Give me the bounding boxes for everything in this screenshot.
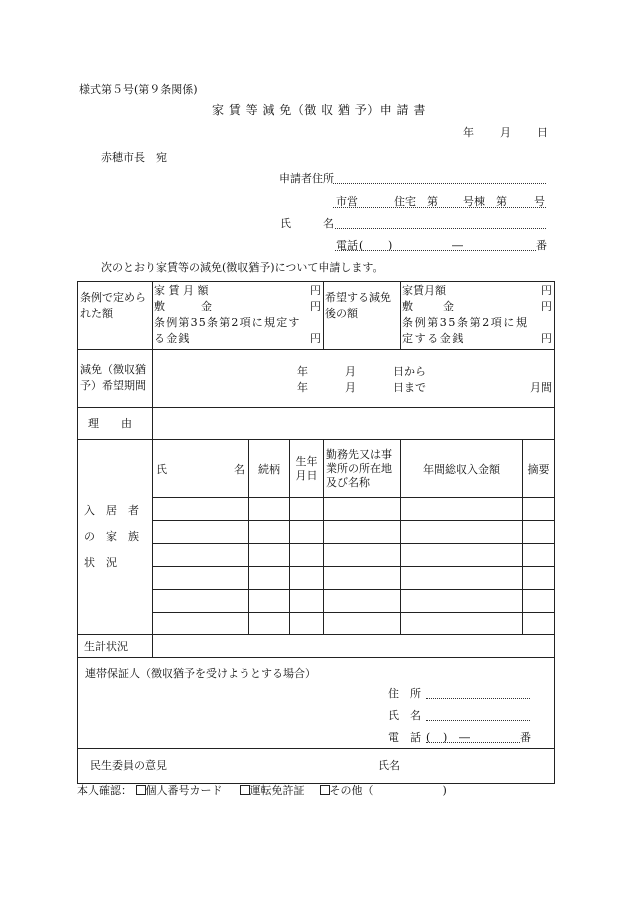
header-name-cell: [153, 440, 249, 498]
id-option-license: 運転免許証: [249, 784, 305, 797]
desired-clause-yen: 円: [541, 332, 552, 345]
phone-open: (: [359, 239, 364, 252]
household-workplace-field[interactable]: [324, 544, 401, 567]
household-birth-field[interactable]: [290, 521, 324, 544]
household-remarks-field[interactable]: [523, 498, 555, 521]
checkbox-my-number[interactable]: [136, 785, 146, 795]
desired-amount-cell[interactable]: [401, 282, 555, 350]
household-income-field[interactable]: [401, 498, 523, 521]
guarantor-name-label: 氏 名: [388, 709, 421, 722]
current-amount-cell[interactable]: [153, 282, 324, 350]
household-income-field[interactable]: [401, 590, 523, 613]
household-label-line-1: 入 居 者: [84, 504, 139, 517]
desired-deposit-label-1: 敷: [402, 300, 413, 313]
period-from-day: 日から: [393, 365, 426, 378]
form-number: 様式第５号(第９条関係): [79, 83, 198, 96]
household-income-field[interactable]: [401, 521, 523, 544]
household-birth-field[interactable]: [290, 498, 324, 521]
current-rent-yen: 円: [310, 284, 321, 297]
guarantor-phone-open: (: [426, 731, 431, 744]
period-cell[interactable]: [153, 350, 555, 408]
reason-label-cell: [78, 408, 153, 440]
household-relation-field[interactable]: [249, 498, 290, 521]
application-table: [77, 281, 555, 784]
guarantor-phone-label: 電 話: [388, 731, 421, 744]
guarantor-phone-suffix: 番: [520, 731, 531, 744]
intro-text: 次のとおり家賃等の減免(徴収猶予)について申請します。: [101, 261, 384, 274]
period-label: 減免（徴収猶予）希望期間: [80, 363, 146, 392]
household-name-field[interactable]: [153, 613, 249, 635]
desired-rent-yen: 円: [541, 284, 552, 297]
household-income-field[interactable]: [401, 567, 523, 590]
current-clause-yen: 円: [310, 332, 321, 345]
date-year[interactable]: 年: [463, 126, 474, 139]
household-relation-field[interactable]: [249, 613, 290, 635]
household-remarks-field[interactable]: [523, 613, 555, 635]
id-option-other: その他（: [329, 784, 374, 797]
id-option-my-number: 個人番号カード: [145, 784, 223, 797]
household-relation-field[interactable]: [249, 521, 290, 544]
household-birth-field[interactable]: [290, 544, 324, 567]
housing-field[interactable]: [333, 207, 546, 208]
household-birth-field[interactable]: [290, 567, 324, 590]
period-label-cell: [78, 350, 153, 408]
household-income-field[interactable]: [401, 544, 523, 567]
date-day[interactable]: 日: [537, 126, 548, 139]
household-remarks-field[interactable]: [523, 521, 555, 544]
livelihood-field[interactable]: [153, 635, 555, 658]
period-from-month: 月: [345, 365, 356, 378]
livelihood-label-cell: [78, 635, 153, 658]
header-name-2: 名: [234, 462, 245, 476]
id-check-label: 本人確認：: [77, 784, 132, 797]
phone-label: 電話: [336, 239, 358, 252]
header-remarks: 摘要: [523, 440, 555, 498]
household-workplace-field[interactable]: [324, 521, 401, 544]
applicant-name-label-2: 名: [323, 217, 334, 230]
household-label: [78, 498, 152, 576]
guarantor-cell: [78, 658, 555, 749]
period-from-year: 年: [297, 365, 308, 378]
header-birth: 生年月日: [290, 440, 324, 498]
welfare-label: 民生委員の意見: [90, 759, 167, 772]
header-workplace: 勤務先又は事業所の所在地及び名称: [324, 440, 401, 498]
guarantor-phone-field[interactable]: [426, 742, 520, 743]
addressee: 赤穂市長 宛: [101, 151, 167, 164]
checkbox-license[interactable]: [240, 785, 250, 795]
desired-amount-label: 希望する減免後の額: [325, 291, 391, 320]
current-rent-label: 家 賃 月 額: [154, 284, 209, 297]
household-workplace-field[interactable]: [324, 567, 401, 590]
household-name-field[interactable]: [153, 544, 249, 567]
form-title: 家 賃 等 減 免（徴 収 猶 予）申 請 書: [212, 103, 426, 117]
welfare-cell[interactable]: [78, 749, 555, 784]
current-deposit-label-1: 敷: [154, 300, 165, 313]
household-relation-field[interactable]: [249, 567, 290, 590]
housing-mid: 住宅 第: [394, 195, 438, 208]
household-name-field[interactable]: [153, 590, 249, 613]
guarantor-address-label: 住 所: [388, 687, 421, 700]
phone-suffix: 番: [536, 239, 547, 252]
household-relation-field[interactable]: [249, 590, 290, 613]
period-months: 月間: [530, 381, 552, 394]
guarantor-title: 連帯保証人（徴収猶予を受けようとする場合）: [85, 667, 316, 680]
header-name-1: 氏: [156, 462, 167, 476]
guarantor-phone-dash: ―: [459, 731, 470, 744]
desired-rent-label: 家賃月額: [402, 284, 446, 297]
desired-amount-label-cell: [324, 282, 401, 350]
household-remarks-field[interactable]: [523, 590, 555, 613]
household-label-line-2: の 家 族: [84, 530, 139, 543]
guarantor-phone-close: ): [443, 731, 448, 744]
current-amount-label: 条例で定められた額: [80, 291, 146, 320]
applicant-name-field[interactable]: [335, 228, 546, 229]
guarantor-address-field[interactable]: [426, 698, 530, 699]
reason-field[interactable]: [153, 408, 555, 440]
period-to-day: 日まで: [393, 381, 426, 394]
desired-deposit-label-2: 金: [443, 300, 454, 313]
header-relation: 続柄: [249, 440, 290, 498]
household-name-field[interactable]: [153, 567, 249, 590]
current-amount-label-cell: [78, 282, 153, 350]
housing-block: 号棟 第: [463, 195, 507, 208]
checkbox-other[interactable]: [320, 785, 330, 795]
applicant-address-field[interactable]: [333, 183, 546, 184]
phone-close: ): [388, 239, 393, 252]
applicant-address-label: 申請者住所: [279, 172, 334, 185]
housing-prefix: 市営: [336, 195, 358, 208]
desired-clause-label: 条例第35条第2項に規定する金銭: [402, 316, 529, 345]
phone-field[interactable]: [335, 250, 536, 251]
household-workplace-field[interactable]: [324, 613, 401, 635]
period-to-year: 年: [297, 381, 308, 394]
reason-label: 理 由: [88, 417, 132, 430]
header-income: 年間総収入金額: [401, 440, 523, 498]
period-to-month: 月: [345, 381, 356, 394]
desired-deposit-yen: 円: [541, 300, 552, 313]
applicant-name-label-1: 氏: [280, 217, 291, 230]
household-name-field[interactable]: [153, 498, 249, 521]
household-remarks-field[interactable]: [523, 567, 555, 590]
id-check-close: ): [442, 784, 447, 797]
household-birth-field[interactable]: [290, 613, 324, 635]
household-birth-field[interactable]: [290, 590, 324, 613]
household-relation-field[interactable]: [249, 544, 290, 567]
household-workplace-field[interactable]: [324, 590, 401, 613]
household-label-cell: [78, 440, 153, 635]
id-check: [77, 785, 447, 796]
current-deposit-yen: 円: [310, 300, 321, 313]
phone-dash: ―: [452, 239, 463, 252]
date-month[interactable]: 月: [500, 126, 511, 139]
guarantor-name-field[interactable]: [426, 720, 530, 721]
housing-suffix: 号: [534, 195, 545, 208]
current-clause-label: 条例第35条第2項に規定する金銭: [154, 316, 301, 345]
household-workplace-field[interactable]: [324, 498, 401, 521]
welfare-name-label: 氏名: [378, 759, 400, 772]
livelihood-label: 生計状況: [84, 640, 128, 653]
household-income-field[interactable]: [401, 613, 523, 635]
household-label-line-3: 状 況: [84, 556, 117, 569]
household-remarks-field[interactable]: [523, 544, 555, 567]
household-name-field[interactable]: [153, 521, 249, 544]
current-deposit-label-2: 金: [201, 300, 212, 313]
